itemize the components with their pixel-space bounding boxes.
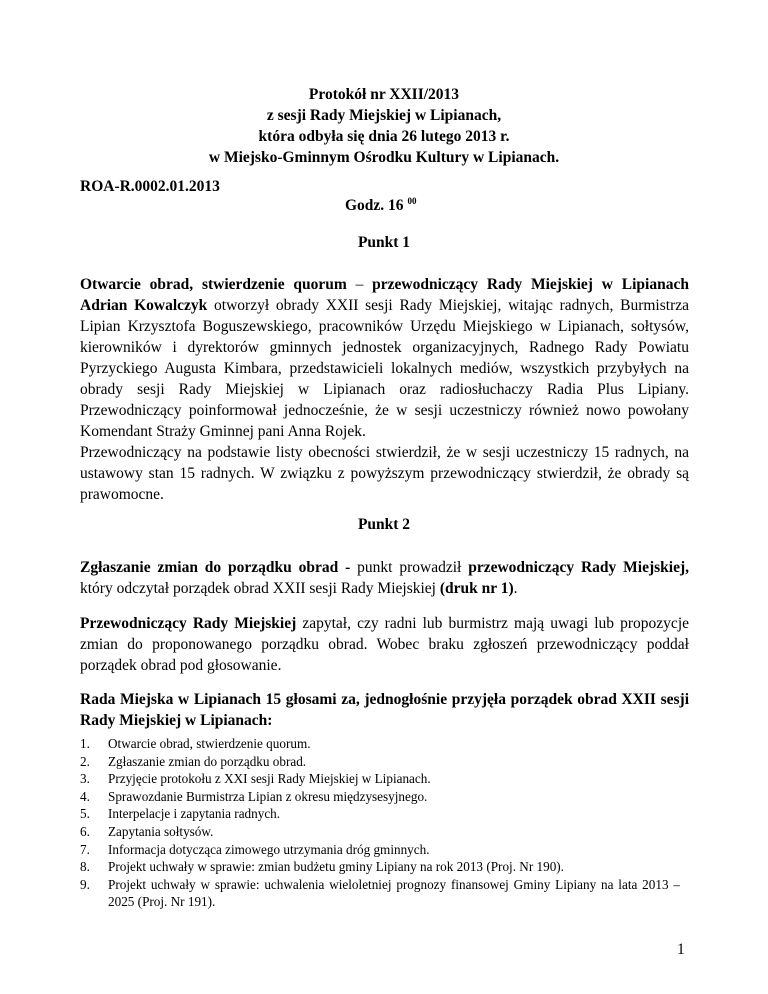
list-item: 8. Projekt uchwały w sprawie: zmian budżetu gminy Lipiany na rok 2013 (Proj. Nr 190). (80, 859, 564, 875)
protocol-title: Protokół nr XXII/2013 (308, 86, 460, 103)
list-item: 2. Zgłaszanie zmian do porządku obrad. (80, 753, 307, 769)
time-minutes: 00 (407, 196, 417, 206)
list-item: 5. Interpelacje i zapytania radnych. (80, 806, 281, 822)
agenda-list (80, 735, 680, 911)
resolution-statement: Rada Miejska w Lipianach 15 głosami za, jednogłośnie przyjęła porządek obrad XXII sesji Rady Miejskiej w Lipianach: (80, 691, 689, 729)
list-item: 7. Informacja dotycząca zimowego utrzymania dróg gminnych. (80, 841, 430, 857)
punkt1-paragraph-2: Przewodniczący na podstawie listy obecności stwierdził, że w sesji uczestniczy 15 radnych, na ustawowy stan 15 radnych. W związku z powyższym przewodniczący stwierdził, że obrady są prawomocne. (80, 444, 689, 503)
session-time (345, 196, 416, 215)
list-item: 9. Projekt uchwały w sprawie: uchwalenia wieloletniej prognozy finansowej Gminy Lipiany na lata 2013 – 2025 (Proj. Nr 191). (80, 876, 680, 910)
section-heading-punkt-2: Punkt 2 (357, 516, 411, 533)
document-header (0, 84, 768, 168)
page-number: 1 (677, 941, 685, 958)
time-label: Godz. 16 (345, 197, 404, 214)
list-item: 3. Przyjęcie protokołu z XXI sesji Rady Miejskiej w Lipianach. (80, 771, 431, 787)
section-heading-punkt-1: Punkt 1 (357, 234, 411, 251)
session-name: z sesji Rady Miejskiej w Lipianach, (266, 107, 502, 124)
list-item: 4. Sprawozdanie Burmistrza Lipian z okresu międzysesyjnego. (80, 788, 428, 804)
list-item: 6. Zapytania sołtysów. (80, 823, 214, 839)
reference-number: ROA-R.0002.01.2013 (80, 178, 220, 195)
session-date: która odbyła się dnia 26 lutego 2013 r. (258, 128, 510, 145)
list-item: 1. Otwarcie obrad, stwierdzenie quorum. (80, 736, 311, 751)
punkt2-paragraph-2: Przewodniczący Rady Miejskiej zapytał, czy radni lub burmistrz mają uwagi lub propozycje zmian do proponowanego porządku obrad. Wobec braku zgłoszeń przewodniczący poddał porządek obrad pod głosowanie. (80, 615, 690, 674)
session-location: w Miejsko-Gminnym Ośrodku Kultury w Lipianach. (208, 149, 560, 166)
punkt2-paragraph-1: Zgłaszanie zmian do porządku obrad - punkt prowadził przewodniczący Rady Miejskiej, który odczytał porządek obrad XXII sesji Rady Miejskiej (druk nr 1). (80, 559, 689, 597)
punkt1-paragraph-1: Otwarcie obrad, stwierdzenie quorum – przewodniczący Rady Miejskiej w Lipianach Adrian Kowalczyk otworzył obrady XXII sesji Rady Miejskiej, witając radnych, Burmistrza Lipian Krzysztofa Boguszewskiego, pracowników Urzędu Miejskiego w Lipianach, sołtysów, kierowników i dyrektorów gminnych jednostek organizacyjnych, Radnego Rady Powiatu Pyrzyckiego Augusta Kimbara, przedstawicieli lokalnych mediów, wszystkich przybyłych na obrady sesji Rady Miejskiej w Lipianach oraz radiosłuchaczy Radia Plus Lipiany. Przewodniczący poinformował jednocześnie, że w sesji uczestniczy również nowo powołany Komendant Straży Gminnej pani Anna Rojek. (80, 276, 690, 440)
